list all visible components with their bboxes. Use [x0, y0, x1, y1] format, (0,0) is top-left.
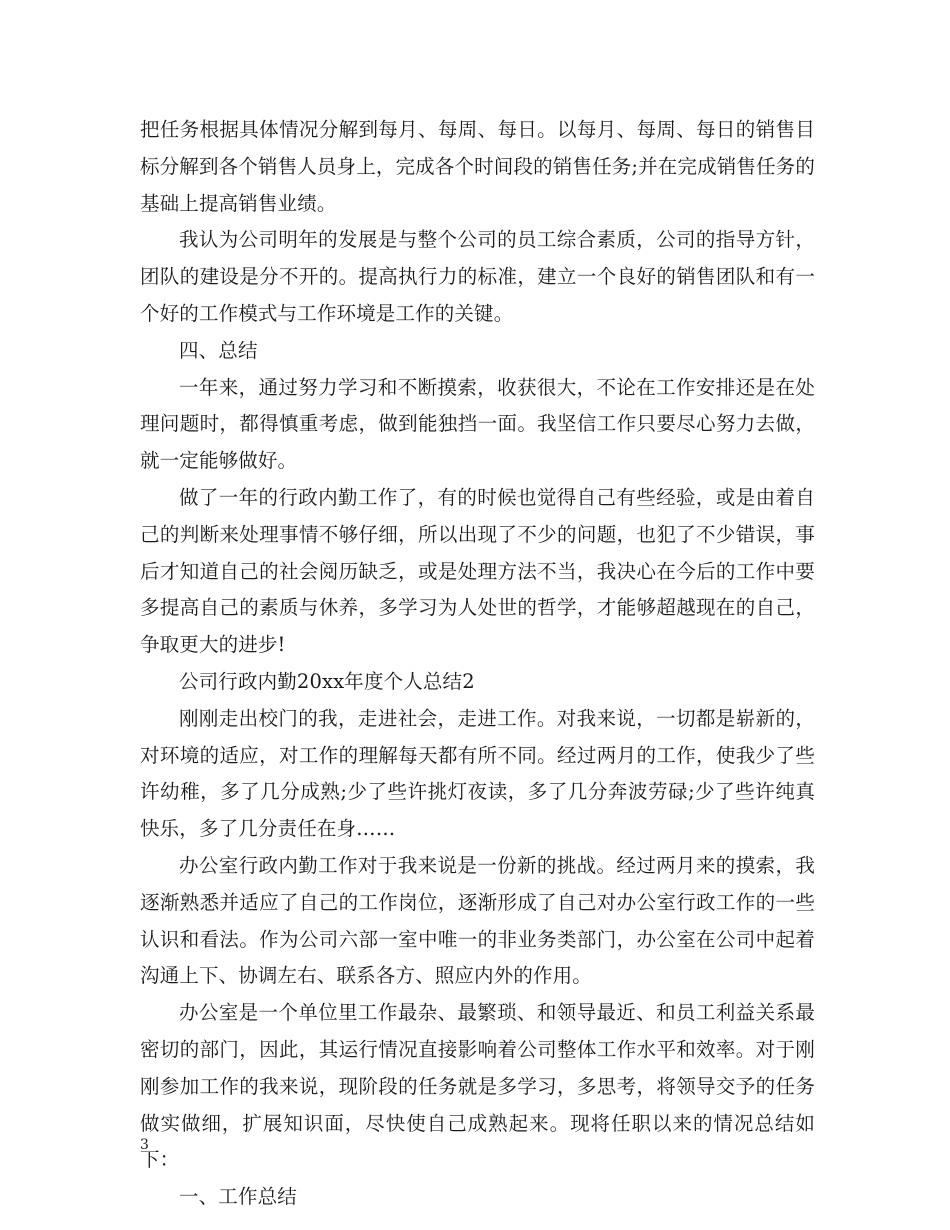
document-subtitle: 公司行政内勤20xx年度个人总结2 [179, 669, 475, 693]
page-number: 3 [140, 1137, 149, 1153]
paragraph-office-challenge: 办公室行政内勤工作对于我来说是一份新的挑战。经过两月来的摸索，我逐渐熟悉并适应了自己的工作岗位，逐渐形成了自己对办公室行政工作的一些认识和看法。作为公司六部一室中唯一的非业务类部门，办公室在公司中起着沟通上下、协调左右、联系各方、照应内外的作用。 [140, 853, 815, 988]
section-heading-summary: 四、总结 [179, 338, 258, 362]
document-body [140, 112, 815, 1216]
paragraph-sales-task-breakdown: 把任务根据具体情况分解到每月、每周、每日。以每月、每周、每日的销售目标分解到各个销售人员身上，完成各个时间段的销售任务;并在完成销售任务的基础上提高销售业绩。 [140, 118, 815, 215]
paragraph-office-role: 办公室是一个单位里工作最杂、最繁琐、和领导最近、和员工利益关系最密切的部门，因此，其运行情况直接影响着公司整体工作水平和效率。对于刚刚参加工作的我来说，现阶段的任务就是多学习，多思考，将领导交予的任务做实做细，扩展知识面，尽快使自己成熟起来。现将任职以来的情况总结如下： [140, 1001, 815, 1172]
paragraph-year-review: 一年来，通过努力学习和不断摸索，收获很大，不论在工作安排还是在处理问题时，都得慎重考虑，做到能独挡一面。我坚信工作只要尽心努力去做，就一定能够做好。 [140, 375, 815, 473]
section-heading-work-summary: 一、工作总结 [179, 1185, 297, 1209]
paragraph-new-graduate: 刚刚走出校门的我，走进社会，走进工作。对我来说，一切都是崭新的，对环境的适应，对工作的理解每天都有所不同。经过两月的工作，使我少了些许幼稚，多了几分成熟;少了些许挑灯夜读，多了几分奔波劳碌;少了些许纯真快乐，多了几分责任在身…… [140, 706, 815, 841]
paragraph-self-reflection: 做了一年的行政内勤工作了，有的时候也觉得自己有些经验，或是由着自己的判断来处理事情不够仔细，所以出现了不少的问题，也犯了不少错误，事后才知道自己的社会阅历缺乏，或是处理方法不当，我决心在今后的工作中要多提高自己的素质与休养，多学习为人处世的哲学，才能够超越现在的自己，争取更大的进步! [140, 485, 815, 657]
paragraph-company-development: 我认为公司明年的发展是与整个公司的员工综合素质，公司的指导方针，团队的建设是分不开的。提高执行力的标准，建立一个良好的销售团队和有一个好的工作模式与工作环境是工作的关键。 [140, 228, 815, 325]
